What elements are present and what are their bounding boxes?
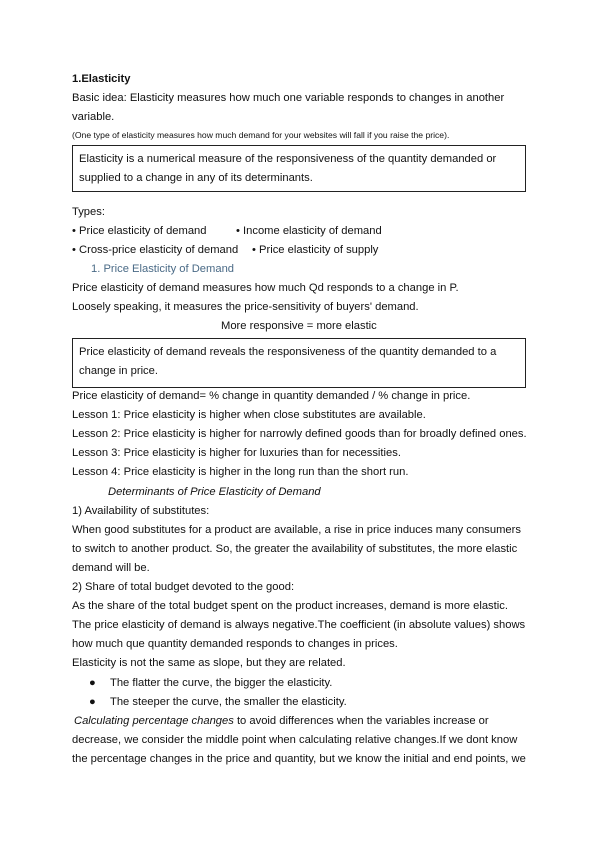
type-income-elasticity: • Income elasticity of demand bbox=[236, 225, 382, 237]
calc-line-3: the percentage changes in the price and quantity, but we know the initial and end points, we bbox=[72, 753, 526, 765]
determinant-1-line-2: to switch to another product. So, the greater the availability of substitutes, the more elastic bbox=[72, 543, 518, 555]
ped-line-1: Price elasticity of demand measures how much Qd responds to a change in P. bbox=[72, 282, 459, 294]
determinant-1-title: 1) Availability of substitutes: bbox=[72, 505, 210, 517]
definition-line-1: Elasticity is a numerical measure of the responsiveness of the quantity demanded or bbox=[79, 153, 497, 165]
calc-italic-phrase: Calculating percentage changes bbox=[74, 715, 234, 727]
basic-idea-line-1: Basic idea: Elasticity measures how much one variable responds to changes in another bbox=[72, 92, 505, 104]
lesson-2: Lesson 2: Price elasticity is higher for narrowly defined goods than for broadly defined ones. bbox=[72, 428, 527, 440]
bullet-dot-icon: ● bbox=[89, 677, 96, 689]
determinant-2-line-3: how much que quantity demanded responds to changes in prices. bbox=[72, 638, 398, 650]
type-cross-price-elasticity: • Cross-price elasticity of demand bbox=[72, 244, 239, 256]
ped-definition-box bbox=[72, 338, 526, 388]
bullet-dot-icon: ● bbox=[89, 696, 96, 708]
types-label: Types: bbox=[72, 206, 105, 218]
determinant-2-line-2: The price elasticity of demand is always negative.The coefficient (in absolute values) shows bbox=[72, 619, 526, 631]
determinant-1-line-3: demand will be. bbox=[72, 562, 150, 574]
type-price-elasticity-supply: • Price elasticity of supply bbox=[252, 244, 379, 256]
determinant-2-title: 2) Share of total budget devoted to the good: bbox=[72, 581, 295, 593]
ped-formula: Price elasticity of demand= % change in quantity demanded / % change in price. bbox=[72, 390, 471, 402]
section-heading-ped: 1. Price Elasticity of Demand bbox=[91, 263, 235, 275]
slope-bullet-2: The steeper the curve, the smaller the elasticity. bbox=[110, 696, 347, 708]
definition-line-2: supplied to a change in any of its determinants. bbox=[79, 172, 313, 184]
basic-idea-line-2: variable. bbox=[72, 111, 115, 123]
ped-centered-note: More responsive = more elastic bbox=[221, 320, 377, 332]
lesson-4: Lesson 4: Price elasticity is higher in the long run than the short run. bbox=[72, 466, 409, 478]
calc-line-2: decrease, we consider the middle point when calculating relative changes.If we dont know bbox=[72, 734, 518, 746]
determinants-heading: Determinants of Price Elasticity of Demand bbox=[108, 486, 321, 498]
lesson-1: Lesson 1: Price elasticity is higher when close substitutes are available. bbox=[72, 409, 426, 421]
slope-bullet-1: The flatter the curve, the bigger the elasticity. bbox=[110, 677, 333, 689]
determinant-1-line-1: When good substitutes for a product are available, a rise in price induces many consumers bbox=[72, 524, 521, 536]
page-title: 1.Elasticity bbox=[72, 73, 131, 85]
determinant-2-line-4: Elasticity is not the same as slope, but they are related. bbox=[72, 657, 346, 669]
ped-box-line-2: change in price. bbox=[79, 365, 158, 377]
parenthetical-note: (One type of elasticity measures how much demand for your websites will fall if you raise the price). bbox=[72, 130, 450, 140]
lesson-3: Lesson 3: Price elasticity is higher for luxuries than for necessities. bbox=[72, 447, 401, 459]
determinant-2-line-1: As the share of the total budget spent on the product increases, demand is more elastic. bbox=[72, 600, 508, 612]
definition-box bbox=[72, 145, 526, 192]
ped-line-2: Loosely speaking, it measures the price-sensitivity of buyers' demand. bbox=[72, 301, 419, 313]
calc-line-1 bbox=[74, 714, 489, 728]
ped-box-line-1: Price elasticity of demand reveals the responsiveness of the quantity demanded to a bbox=[79, 346, 497, 358]
type-price-elasticity-demand: • Price elasticity of demand bbox=[72, 225, 207, 237]
calc-line-1-rest: to avoid differences when the variables increase or bbox=[233, 715, 489, 727]
